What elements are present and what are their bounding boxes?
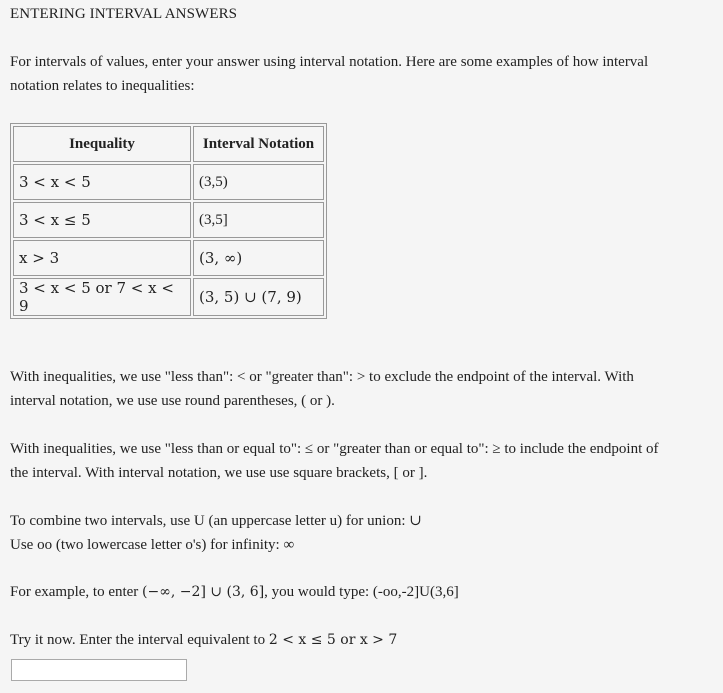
header-inequality: Inequality xyxy=(13,126,191,162)
intro-paragraph xyxy=(10,50,710,98)
interval-examples-table xyxy=(10,123,327,319)
prompt-text: Try it now. Enter the interval equivalent to xyxy=(10,632,269,648)
inclusive-line-2: the interval. With interval notation, we use use square brackets, [ or ]. xyxy=(10,465,428,481)
inequality-cell: 3 < x < 5 xyxy=(13,164,191,200)
strict-line-1: With inequalities, we use "less than": < or "greater than": > to exclude the endpoint of the interval. With xyxy=(10,369,634,385)
answer-input[interactable] xyxy=(11,659,187,681)
example-typed: (-oo,-2]U(3,6] xyxy=(372,584,459,600)
table-row xyxy=(13,202,324,238)
example-math: (−∞, −2] ∪ (3, 6] xyxy=(142,584,265,600)
intro-line-2: notation relates to inequalities: xyxy=(10,78,195,94)
interval-cell: (3, ∞) xyxy=(193,240,324,276)
inequality-cell: 3 < x ≤ 5 xyxy=(13,202,191,238)
example-middle: , you would type: xyxy=(264,584,373,600)
header-interval-notation: Interval Notation xyxy=(193,126,324,162)
table-row xyxy=(13,278,324,316)
example-paragraph xyxy=(10,580,710,604)
inclusive-inequality-paragraph xyxy=(10,437,710,485)
interval-cell: (3,5) xyxy=(193,164,324,200)
intro-line-1: For intervals of values, enter your answer using interval notation. Here are some examples of how interval xyxy=(10,54,649,70)
prompt-math: 2 < x ≤ 5 or x > 7 xyxy=(268,632,398,648)
interval-cell: (3,5] xyxy=(193,202,324,238)
try-it-prompt xyxy=(10,628,710,652)
inequality-cell: 3 < x < 5 or 7 < x < 9 xyxy=(13,278,191,316)
strict-inequality-paragraph xyxy=(10,365,710,413)
table-header-row xyxy=(13,126,324,162)
union-line: To combine two intervals, use U (an uppercase letter u) for union: ∪ xyxy=(10,513,422,529)
table-row xyxy=(13,164,324,200)
example-prefix: For example, to enter xyxy=(10,584,143,600)
inequality-cell: x > 3 xyxy=(13,240,191,276)
infinity-line: Use oo (two lowercase letter o's) for infinity: ∞ xyxy=(10,537,295,553)
union-infinity-paragraph xyxy=(10,509,710,557)
table-row xyxy=(13,240,324,276)
page-title: ENTERING INTERVAL ANSWERS xyxy=(10,6,238,22)
interval-cell: (3, 5) ∪ (7, 9) xyxy=(193,278,324,316)
inclusive-line-1: With inequalities, we use "less than or equal to": ≤ or "greater than or equal to": ≥ to include the endpoint of xyxy=(10,441,659,457)
strict-line-2: interval notation, we use use round parentheses, ( or ). xyxy=(10,393,335,409)
